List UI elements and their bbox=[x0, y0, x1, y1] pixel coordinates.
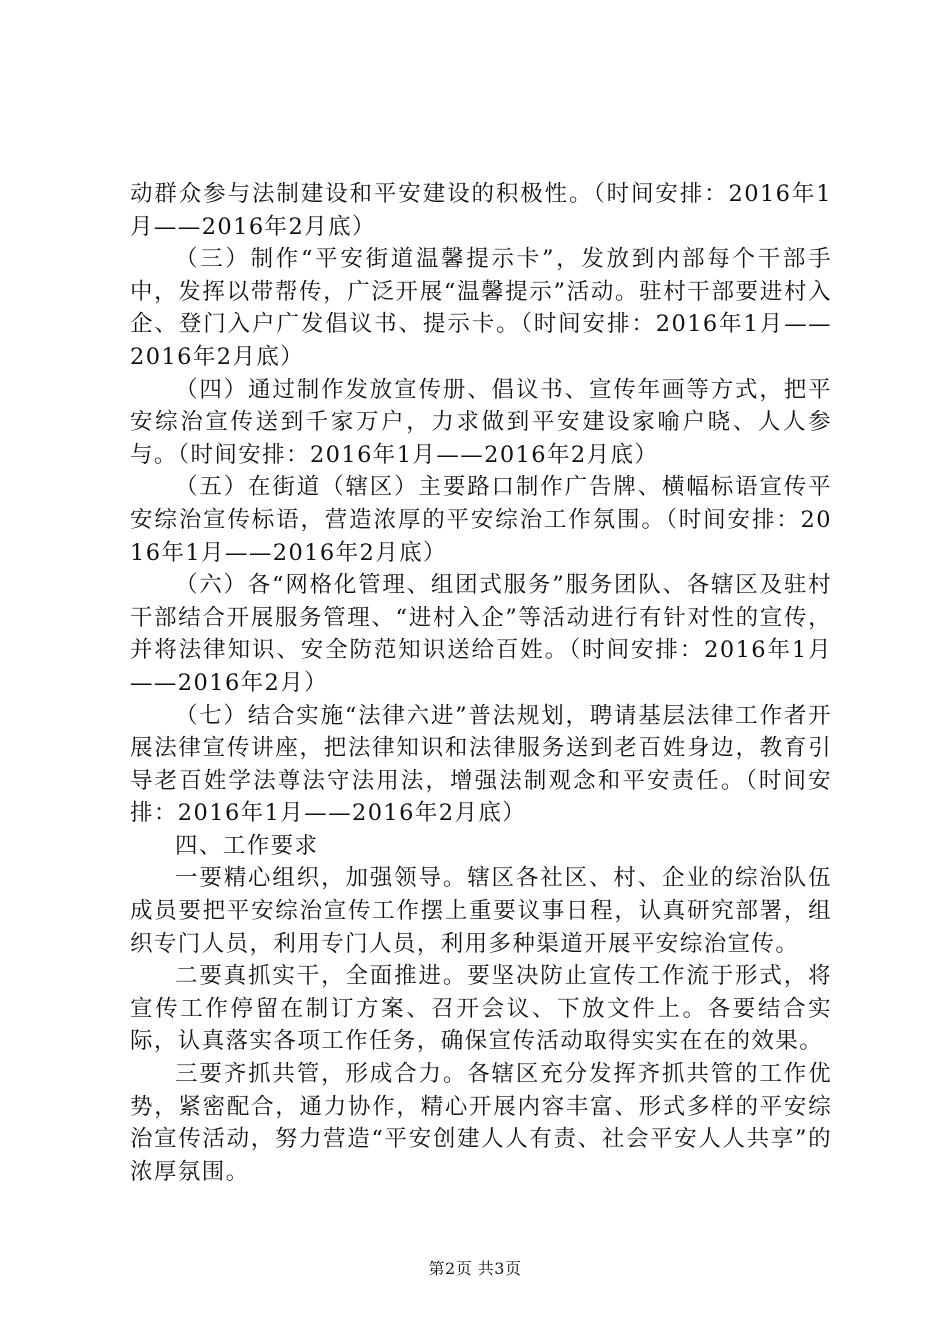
paragraph-3: （四）通过制作发放宣传册、倡议书、宣传年画等方式，把平安综治宣传送到千家万户，力求做到平安建设家喻户晓、人人参与。（时间安排：2016年1月——2016年2月底） bbox=[130, 376, 832, 468]
paragraph-6: （七）结合实施“法律六进”普法规划，聘请基层法律工作者开展法律宣传讲座，把法律知识和法律服务送到老百姓身边，教育引导老百姓学法尊法守法用法，增强法制观念和平安责任。（时间安排：2016年1月——2016年2月底） bbox=[130, 702, 832, 827]
paragraph-5: （六）各“网格化管理、组团式服务”服务团队、各辖区及驻村干部结合开展服务管理、“进村入企”等活动进行有针对性的宣传，并将法律知识、安全防范知识送给百姓。（时间安排：2016年1月——2016年2月） bbox=[130, 572, 832, 696]
paragraph-9: 二要真抓实干，全面推进。要坚决防止宣传工作流于形式，将宣传工作停留在制订方案、召开会议、下放文件上。各要结合实际，认真落实各项工作任务，确保宣传活动取得实实在在的效果。 bbox=[130, 963, 832, 1055]
document-body bbox=[130, 178, 832, 1188]
paragraph-4: （五）在街道（辖区）主要路口制作广告牌、横幅标语宣传平安综治宣传标语，营造浓厚的平安综治工作氛围。（时间安排：2016年1月——2016年2月底） bbox=[130, 474, 832, 566]
page-footer: 第2页 共3页 bbox=[428, 1259, 522, 1278]
paragraph-10: 三要齐抓共管，形成合力。各辖区充分发挥齐抓共管的工作优势，紧密配合，通力协作，精心开展内容丰富、形式多样的平安综治宣传活动，努力营造“平安创建人人有责、社会平安人人共享”的浓厚氛围。 bbox=[130, 1061, 832, 1185]
paragraph-1: 动群众参与法制建设和平安建设的积极性。（时间安排：2016年1月——2016年2月底） bbox=[130, 181, 832, 240]
paragraph-2: （三）制作“平安街道温馨提示卡”，发放到内部每个干部手中，发挥以带帮传，广泛开展“温馨提示”活动。驻村干部要进村入企、登门入户广发倡议书、提示卡。（时间安排：2016年1月——2016年2月底） bbox=[130, 246, 832, 370]
paragraph-8: 一要精心组织，加强领导。辖区各社区、村、企业的综治队伍成员要把平安综治宣传工作摆上重要议事日程，认真研究部署，组织专门人员，利用专门人员，利用多种渠道开展平安综治宣传。 bbox=[130, 865, 832, 957]
section-heading: 四、工作要求 bbox=[175, 832, 319, 859]
